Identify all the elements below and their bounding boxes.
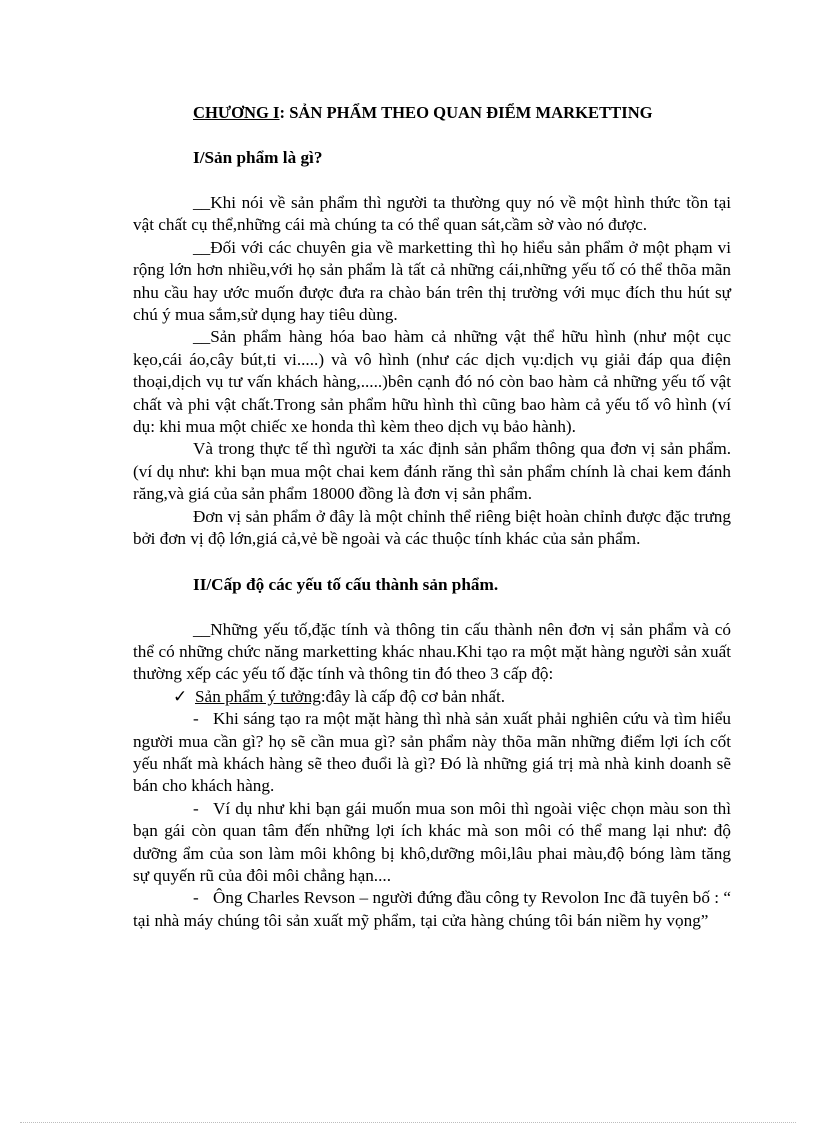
level-label: Sản phẩm ý tưởng [195, 686, 321, 706]
dash-bullet: - [193, 709, 199, 729]
chapter-title-text: : SẢN PHẨM THEO QUAN ĐIỂM MARKETTING [279, 103, 653, 122]
dash-list-item [133, 887, 731, 932]
section-heading-1: I/Sản phẩm là gì? [193, 148, 323, 167]
dash-list-item [133, 708, 731, 798]
dash-item-text: Khi sáng tạo ra một mặt hàng thì nhà sản xuất phải nghiên cứu và tìm hiểu người mua cần gì? họ sẽ cần mua gì? sản phẩm này thõa mãn những điểm lợi ích cốt yếu nhất mà khách hàng sẽ theo đuổi là gì? Đó là những giá trị mà nhà kinh doanh sẽ bán cho khách hàng. [133, 709, 731, 796]
paragraph: Đơn vị sản phẩm ở đây là một chỉnh thể riêng biệt hoàn chỉnh được đặc trưng bởi đơn vị độ lớn,giá cả,vẻ bề ngoài và các thuộc tính khác của sản phẩm. [133, 506, 731, 549]
paragraph: __Sản phẩm hàng hóa bao hàm cả những vật thể hữu hình (như một cục kẹo,cái áo,cây bút,ti vi.....) và vô hình (như các dịch vụ:dịch vụ giải đáp qua điện thoại,dịch vụ tư vấn khách hàng,.....)bên cạnh đó nó còn bao hàm cả những yếu tố vật chất và phi vật chất.Trong sản phẩm hữu hình thì cũng bao hàm cả yếu tố vô hình (ví dụ: khi mua một chiếc xe honda thì kèm theo dịch vụ bảo hành). [133, 327, 731, 437]
section-heading-2: II/Cấp độ các yếu tố cấu thành sản phẩm. [193, 574, 499, 594]
dash-bullet: - [193, 888, 199, 908]
chapter-title [193, 100, 731, 126]
paragraph: __Những yếu tố,đặc tính và thông tin cấu thành nên đơn vị sản phẩm và có thể có những chức năng marketting khác nhau.Khi tạo ra một mặt hàng người sản xuất thường xếp các yếu tố đặc tính và thông tin đó theo 3 cấp độ: [133, 619, 731, 684]
dash-item-text: Ví dụ như khi bạn gái muốn mua son môi thì ngoài việc chọn màu son thì bạn gái còn quan tâm đến những lợi ích khác mà son môi có thể mang lại như: độ dưỡng ẩm của son làm môi không bị khô,dưỡng môi,lâu phai màu,độ bóng làm tăng sự quyến rũ của đôi môi chẳng hạn.... [133, 798, 731, 885]
dash-list-item [133, 798, 731, 888]
level-description: :đây là cấp độ cơ bản nhất. [320, 686, 506, 706]
level-item [173, 686, 731, 708]
checkmark-icon: ✓ [173, 686, 188, 706]
dash-item-text: Ông Charles Revson – người đứng đầu công ty Revolon Inc đã tuyên bố : “ tại nhà máy chúng tôi sản xuất mỹ phẩm, tại cửa hàng chúng tôi bán niềm hy vọng” [133, 888, 731, 930]
chapter-title-number: CHƯƠNG I [193, 103, 280, 122]
document-body [133, 100, 731, 932]
paragraph: __Khi nói về sản phẩm thì người ta thường quy nó về một hình thức tồn tại vật chất cụ thể,những cái mà chúng ta có thể quan sát,cầm sờ vào nó được. [133, 193, 731, 235]
paragraph: Và trong thực tế thì người ta xác định sản phẩm thông qua đơn vị sản phẩm.(ví dụ như: khi bạn mua một chai kem đánh răng thì sản phẩm chính là chai kem đánh răng,và giá của sản phẩm 18000 đồng là đơn vị sản phẩm. [133, 439, 731, 504]
dash-bullet: - [193, 798, 199, 818]
paragraph: __Đối với các chuyên gia về marketting thì họ hiểu sản phẩm ở một phạm vi rộng lớn hơn nhiều,với họ sản phẩm là tất cả những cái,những yếu tố có thể thõa mãn nhu cầu hay ước muốn được đưa ra chào bán trên thị trường với mục đích thu hút sự chú ý mua sắm,sử dụng hay tiêu dùng. [133, 237, 731, 325]
